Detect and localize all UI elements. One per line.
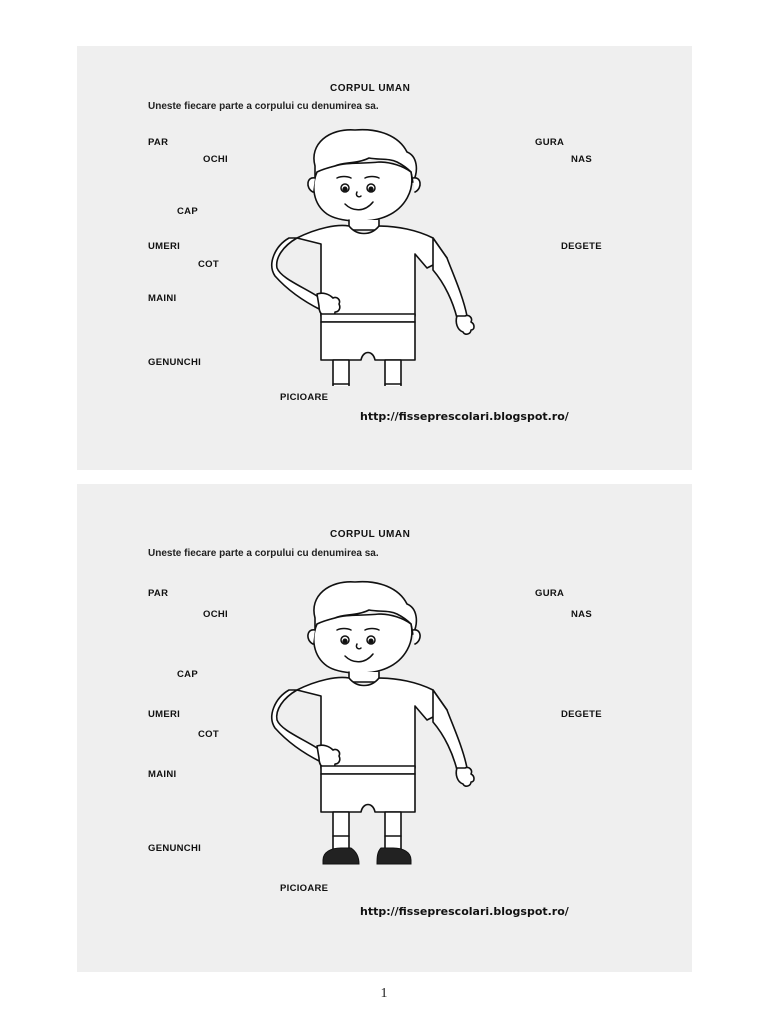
boy-outline-icon [257,126,497,386]
label-maini: MAINI [148,769,177,780]
label-picioare: PICIOARE [280,883,329,894]
label-cot: COT [198,729,219,740]
worksheet-instruction: Uneste fiecare parte a corpului cu denumirea sa. [148,101,379,112]
label-cap: CAP [177,206,198,217]
source-url: http://fisseprescolari.blogspot.ro/ [360,905,569,918]
worksheet-title: CORPUL UMAN [330,529,411,540]
label-umeri: UMERI [148,241,181,252]
label-genunchi: GENUNCHI [148,843,202,854]
boy-outline-icon [257,578,497,878]
label-picioare: PICIOARE [280,392,329,403]
page-number: 1 [380,986,388,1001]
label-umeri: UMERI [148,709,181,720]
label-gura: GURA [535,588,565,599]
label-cot: COT [198,259,219,270]
label-genunchi: GENUNCHI [148,357,202,368]
label-par: PAR [148,137,169,148]
label-par: PAR [148,588,169,599]
worksheet-instruction: Uneste fiecare parte a corpului cu denumirea sa. [148,548,379,559]
worksheet-2 [77,484,692,972]
label-cap: CAP [177,669,198,680]
label-degete: DEGETE [561,709,602,720]
label-maini: MAINI [148,293,177,304]
worksheet-title: CORPUL UMAN [330,83,411,94]
label-nas: NAS [571,154,592,165]
label-degete: DEGETE [561,241,602,252]
source-url: http://fisseprescolari.blogspot.ro/ [360,410,569,423]
label-ochi: OCHI [203,609,228,620]
label-gura: GURA [535,137,565,148]
worksheet-1 [77,46,692,470]
label-ochi: OCHI [203,154,228,165]
label-nas: NAS [571,609,592,620]
